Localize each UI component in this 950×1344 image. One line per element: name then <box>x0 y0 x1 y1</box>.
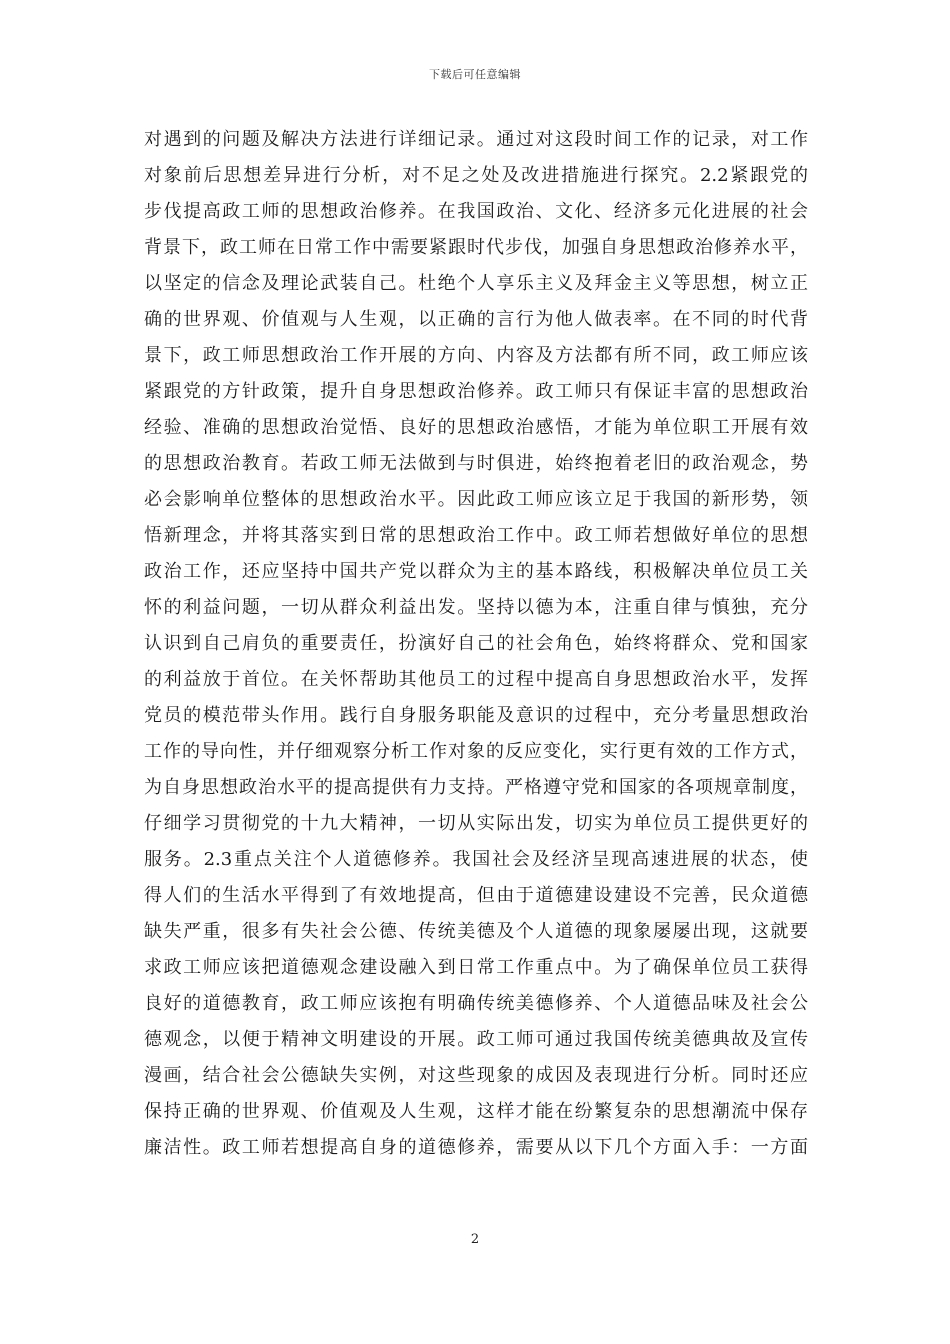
text-line: 党员的模范带头作用。践行自身服务职能及意识的过程中，充分考量思想政治 <box>144 705 808 726</box>
page-number: 2 <box>470 1232 480 1247</box>
text-line: 缺失严重，很多有失社会公德、传统美德及个人道德的现象屡屡出现，这就要 <box>144 921 808 942</box>
text-line: 求政工师应该把道德观念建设融入到日常工作重点中。为了确保单位员工获得 <box>144 957 808 978</box>
text-line: 对遇到的问题及解决方法进行详细记录。通过对这段时间工作的记录，对工作 <box>144 129 808 150</box>
text-line: 认识到自己肩负的重要责任，扮演好自己的社会角色，始终将群众、党和国家 <box>144 633 808 654</box>
text-line: 确的世界观、价值观与人生观，以正确的言行为他人做表率。在不同的时代背 <box>144 309 808 330</box>
text-line: 政治工作，还应坚持中国共产党以群众为主的基本路线，积极解决单位员工关 <box>144 561 808 582</box>
text-line: 怀的利益问题，一切从群众利益出发。坚持以德为本，注重自律与慎独，充分 <box>144 597 808 618</box>
text-line: 为自身思想政治水平的提高提供有力支持。严格遵守党和国家的各项规章制度， <box>144 777 808 798</box>
text-line: 廉洁性。政工师若想提高自身的道德修养，需要从以下几个方面入手：一方面 <box>144 1137 808 1158</box>
text-line: 必会影响单位整体的思想政治水平。因此政工师应该立足于我国的新形势，领 <box>144 489 808 510</box>
text-line: 步伐提高政工师的思想政治修养。在我国政治、文化、经济多元化进展的社会 <box>144 201 808 222</box>
text-line: 紧跟党的方针政策，提升自身思想政治修养。政工师只有保证丰富的思想政治 <box>144 381 808 402</box>
text-line: 对象前后思想差异进行分析，对不足之处及改进措施进行探究。2.2紧跟党的 <box>144 165 808 186</box>
text-line: 工作的导向性，并仔细观察分析工作对象的反应变化，实行更有效的工作方式， <box>144 741 808 762</box>
text-line: 的思想政治教育。若政工师无法做到与时俱进，始终抱着老旧的政治观念，势 <box>144 453 808 474</box>
text-line: 得人们的生活水平得到了有效地提高，但由于道德建设建设不完善，民众道德 <box>144 885 808 906</box>
text-line: 德观念，以便于精神文明建设的开展。政工师可通过我国传统美德典故及宣传 <box>144 1029 808 1050</box>
text-line: 漫画，结合社会公德缺失实例，对这些现象的成因及表现进行分析。同时还应 <box>144 1065 808 1086</box>
text-line: 良好的道德教育，政工师应该抱有明确传统美德修养、个人道德品味及社会公 <box>144 993 808 1014</box>
text-line: 以坚定的信念及理论武装自己。杜绝个人享乐主义及拜金主义等思想，树立正 <box>144 273 808 294</box>
header-note: 下载后可任意编辑 <box>429 68 521 81</box>
text-line: 经验、准确的思想政治觉悟、良好的思想政治感悟，才能为单位职工开展有效 <box>144 417 808 438</box>
text-line: 保持正确的世界观、价值观及人生观，这样才能在纷繁复杂的思想潮流中保存 <box>144 1101 808 1122</box>
text-line: 景下，政工师思想政治工作开展的方向、内容及方法都有所不同，政工师应该 <box>144 345 808 366</box>
text-line: 背景下，政工师在日常工作中需要紧跟时代步伐，加强自身思想政治修养水平， <box>144 237 808 258</box>
text-line: 的利益放于首位。在关怀帮助其他员工的过程中提高自身思想政治水平，发挥 <box>144 669 808 690</box>
text-line: 悟新理念，并将其落实到日常的思想政治工作中。政工师若想做好单位的思想 <box>144 525 808 546</box>
text-line: 仔细学习贯彻党的十九大精神，一切从实际出发，切实为单位员工提供更好的 <box>144 813 808 834</box>
text-line: 服务。2.3重点关注个人道德修养。我国社会及经济呈现高速进展的状态，使 <box>144 849 808 870</box>
body-text <box>144 122 808 1166</box>
